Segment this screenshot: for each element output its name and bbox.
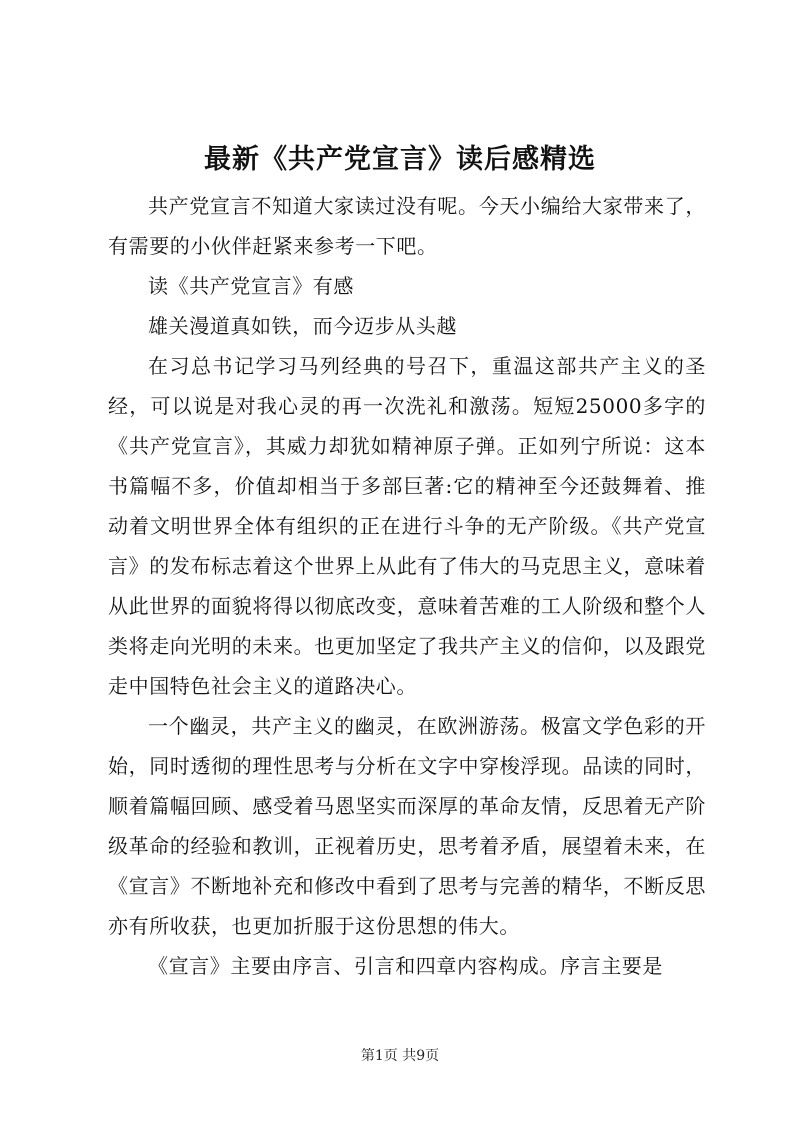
page-footer [0, 1046, 800, 1066]
paragraph-verse: 雄关漫道真如铁，而今迈步从头越 [148, 314, 457, 338]
paragraph-subtitle: 读《共产党宣言》有感 [148, 274, 354, 298]
document-body [108, 186, 706, 986]
paragraph-body-2: 一个幽灵，共产主义的幽灵，在欧洲游荡。极富文学色彩的开始，同时透彻的理性思考与分析在文字中穿梭浮现。品读的同时，顺着篇幅回顾、感受着马恩坚实而深厚的革命友情，反思着无产阶级革命的经验和教训，正视着历史，思考着矛盾，展望着未来，在《宣言》不断地补充和修改中看到了思考与完善的精华，不断反思亦有所收获，也更加折服于这份思想的伟大。 [108, 714, 706, 938]
document-title: 最新《共产党宣言》读后感精选 [204, 144, 596, 175]
paragraph-body-1: 在习总书记学习马列经典的号召下，重温这部共产主义的圣经，可以说是对我心灵的再一次洗礼和激荡。短短25000多字的《共产党宣言》，其威力却犹如精神原子弹。正如列宁所说：这本书篇幅不多，价值却相当于多部巨著:它的精神至今还鼓舞着、推动着文明世界全体有组织的正在进行斗争的无产阶级。《共产党宣言》的发布标志着这个世界上从此有了伟大的马克思主义，意味着从此世界的面貌将得以彻底改变，意味着苦难的工人阶级和整个人类将走向光明的未来。也更加坚定了我共产主义的信仰，以及跟党走中国特色社会主义的道路决心。 [108, 354, 706, 698]
paragraph-intro: 共产党宣言不知道大家读过没有呢。今天小编给大家带来了，有需要的小伙伴赶紧来参考一下吧。 [108, 194, 706, 258]
paragraph-body-3: 《宣言》主要由序言、引言和四章内容构成。序言主要是 [148, 954, 663, 978]
page-number-label: 第1页 共9页 [360, 1048, 440, 1064]
